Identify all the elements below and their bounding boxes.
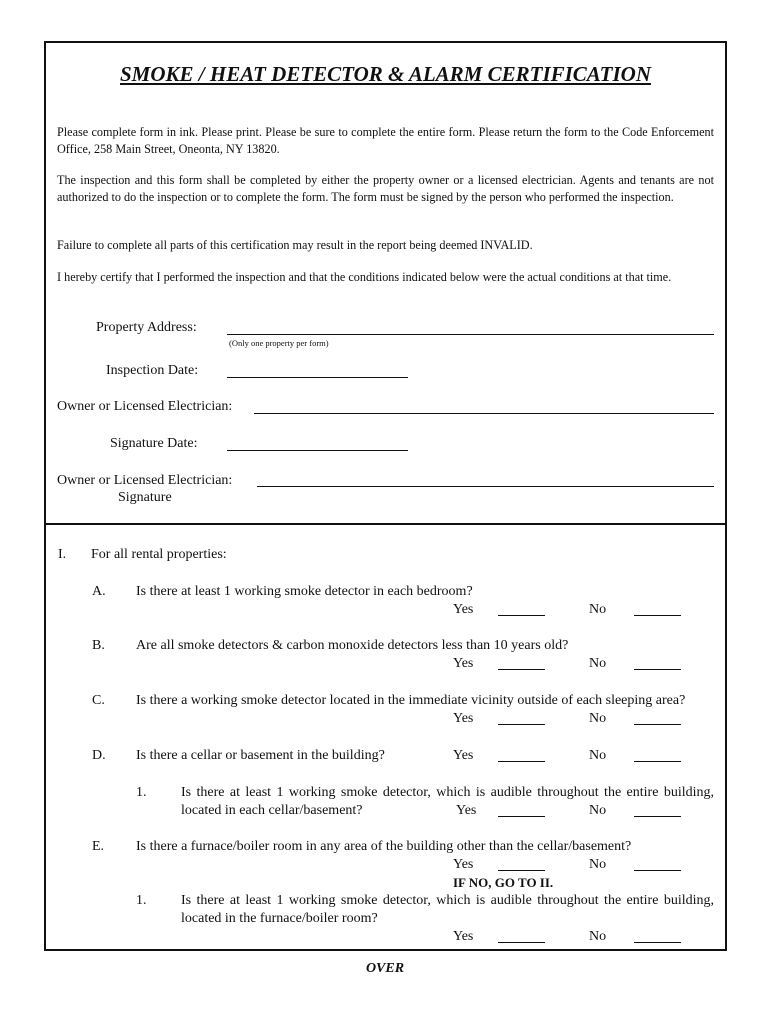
yes-answer-field[interactable] <box>498 724 545 725</box>
sub-question-text: Is there at least 1 working smoke detector, which is audible throughout the entire building, located in the furnace/boiler room? <box>181 893 714 926</box>
question-letter: A. <box>92 584 106 599</box>
no-label: No <box>589 602 607 617</box>
yes-label: Yes <box>453 802 476 820</box>
skip-instruction: IF NO, GO TO II. <box>453 875 554 890</box>
no-label: No <box>589 803 607 818</box>
question-text: Is there a furnace/boiler room in any area of the building other than the cellar/basement? <box>136 839 632 854</box>
yes-answer-field[interactable] <box>498 615 545 616</box>
yes-answer-field[interactable] <box>498 942 545 943</box>
question-text: Is there a cellar or basement in the building? <box>136 748 385 763</box>
no-label: No <box>589 711 607 726</box>
yes-answer-field[interactable] <box>498 816 545 817</box>
question-letter: C. <box>92 693 105 708</box>
sub-question-number: 1. <box>136 893 147 908</box>
property-address-field[interactable] <box>227 334 714 335</box>
question-letter: D. <box>92 748 106 763</box>
owner-name-field[interactable] <box>254 413 714 414</box>
no-answer-field[interactable] <box>634 870 681 871</box>
yes-label: Yes <box>453 711 474 726</box>
instructions-paragraph: Please complete form in ink. Please print. Please be sure to complete the entire form. Please return the form to the Code Enforcement Office, 258 Main Street, Oneonta, NY 13820. <box>57 125 714 156</box>
yes-answer-field[interactable] <box>498 761 545 762</box>
page-over-note: OVER <box>365 961 405 976</box>
section-number: I. <box>58 547 67 562</box>
question-text: Are all smoke detectors & carbon monoxide detectors less than 10 years old? <box>136 638 569 653</box>
question-letter: B. <box>92 638 105 653</box>
question-text: Is there at least 1 working smoke detector in each bedroom? <box>136 584 473 599</box>
yes-answer-field[interactable] <box>498 870 545 871</box>
yes-label: Yes <box>453 602 474 617</box>
question-letter: E. <box>92 839 105 854</box>
form-title: SMOKE / HEAT DETECTOR & ALARM CERTIFICATION <box>120 62 651 86</box>
no-answer-field[interactable] <box>634 816 681 817</box>
property-address-note: (Only one property per form) <box>229 338 329 348</box>
owner-name-label: Owner or Licensed Electrician: <box>57 399 233 414</box>
owner-signature-sublabel: Signature <box>118 490 172 505</box>
section-heading: For all rental properties: <box>91 547 227 562</box>
sub-question-text: Is there at least 1 working smoke detector, which is audible throughout the entire building, located in each cellar/basement? <box>181 785 714 818</box>
no-label: No <box>589 857 607 872</box>
no-label: No <box>589 656 607 671</box>
section-divider <box>46 523 725 525</box>
no-answer-field[interactable] <box>634 615 681 616</box>
invalid-warning-paragraph: Failure to complete all parts of this certification may result in the report being deemed INVALID. <box>57 238 533 252</box>
yes-label: Yes <box>453 656 474 671</box>
no-label: No <box>589 748 607 763</box>
no-label: No <box>589 929 607 944</box>
yes-answer-field[interactable] <box>498 669 545 670</box>
no-answer-field[interactable] <box>634 669 681 670</box>
yes-label: Yes <box>453 857 474 872</box>
authorization-paragraph: The inspection and this form shall be completed by either the property owner or a licensed electrician. Agents and tenants are not authorized to do the inspection or to complete the form. The form must be signed by the person who performed the inspection. <box>57 173 714 204</box>
signature-date-label: Signature Date: <box>110 436 198 451</box>
no-answer-field[interactable] <box>634 761 681 762</box>
yes-label: Yes <box>453 929 474 944</box>
inspection-date-field[interactable] <box>227 377 408 378</box>
signature-date-field[interactable] <box>227 450 408 451</box>
sub-question-number: 1. <box>136 785 147 800</box>
no-answer-field[interactable] <box>634 724 681 725</box>
no-answer-field[interactable] <box>634 942 681 943</box>
inspection-date-label: Inspection Date: <box>106 363 199 378</box>
property-address-label: Property Address: <box>96 320 197 335</box>
owner-signature-field[interactable] <box>257 486 714 487</box>
yes-label: Yes <box>453 748 474 763</box>
form-frame <box>44 41 727 951</box>
certification-paragraph: I hereby certify that I performed the inspection and that the conditions indicated below were the actual conditions at that time. <box>57 270 672 284</box>
question-text: Is there a working smoke detector located in the immediate vicinity outside of each sleeping area? <box>136 693 686 708</box>
owner-signature-label: Owner or Licensed Electrician: <box>57 473 233 488</box>
